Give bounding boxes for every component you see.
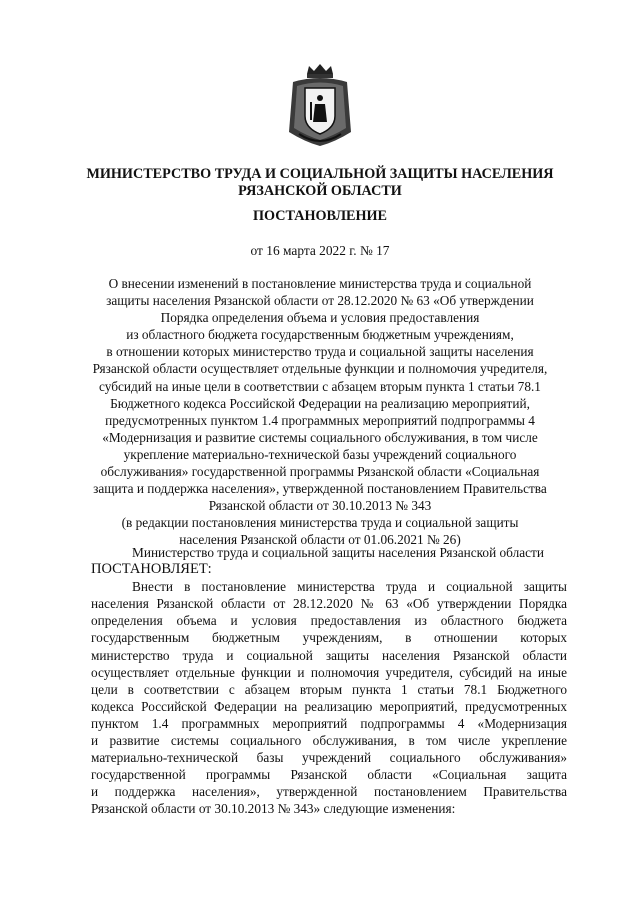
subject-line: Рязанской области от 30.10.2013 № 343 — [208, 498, 432, 514]
subject-line: предусмотренных пунктом 1.4 программных мероприятий подпрограммы 4 — [105, 412, 535, 428]
paragraph-line: цели в соответствии с абзацем вторым пункта 1 статьи 78.1 Бюджетного — [91, 681, 567, 697]
body-intro: Министерство труда и социальной защиты населения Рязанской области — [132, 545, 544, 560]
ministry-title-line-2: РЯЗАНСКОЙ ОБЛАСТИ — [238, 183, 402, 199]
subject-line: населения Рязанской области от 01.06.2021 № 26) — [179, 532, 461, 548]
paragraph-line: осуществляет отдельные функции и полномочия учредителя, субсидий на иные — [91, 664, 567, 680]
paragraph-line: министерство труда и социальной защиты населения Рязанской области — [91, 647, 567, 663]
subject-line: (в редакции постановления министерства труда и социальной защиты — [121, 515, 519, 531]
paragraph-line: Внести в постановление министерства труда и социальной защиты — [132, 579, 567, 595]
subject-line: защита и поддержка населения», утвержденной постановлением Правительства — [93, 481, 547, 497]
ministry-title — [60, 166, 580, 200]
subject-line: защиты населения Рязанской области от 28.12.2020 № 63 «Об утверждении — [106, 293, 534, 309]
subject-line: в отношении которых министерство труда и социальной защиты населения — [106, 344, 534, 360]
paragraph-line: Рязанской области от 30.10.2013 № 343» следующие изменения: — [91, 801, 456, 817]
paragraph-line: материально-технической базы учреждений социального обслуживания» — [91, 750, 567, 766]
subject-line: Порядка определения объема и условия предоставления — [160, 310, 480, 326]
subject-line: из областного бюджета государственным бюджетным учреждениям, — [126, 327, 514, 343]
subject-line: Рязанской области осуществляет отдельные функции и полномочия учредителя, — [92, 361, 548, 377]
document-date-number: от 16 марта 2022 г. № 17 — [250, 243, 390, 258]
paragraph-line: пунктом 1.4 программных мероприятий подпрограммы 4 «Модернизация — [91, 715, 567, 731]
paragraph-line: населения Рязанской области от 28.12.2020 № 63 «Об утверждении Порядка — [91, 596, 567, 612]
subject-line: О внесении изменений в постановление министерства труда и социальной — [108, 276, 532, 291]
subject-line: укрепление материально-технической базы учреждений социального — [123, 446, 517, 462]
subject-line: «Модернизация и развитие системы социального обслуживания, в том числе — [102, 429, 538, 445]
document-subject — [80, 275, 560, 549]
subject-line: обслуживания» государственной программы Рязанской области «Социальная — [100, 464, 540, 480]
postanovlyaet-heading: ПОСТАНОВЛЯЕТ: — [91, 561, 212, 578]
coat-of-arms-icon — [285, 62, 355, 148]
paragraph-line: кодекса Российской Федерации на реализацию мероприятий, предусмотренных — [91, 698, 567, 714]
subject-line: Бюджетного кодекса Российской Федерации на реализацию мероприятий, — [110, 395, 530, 411]
ministry-title-line-1: МИНИСТЕРСТВО ТРУДА И СОЦИАЛЬНОЙ ЗАЩИТЫ НАСЕЛЕНИЯ — [86, 166, 554, 182]
paragraph-line: и поддержка населения», утвержденной постановлением Правительства — [91, 784, 567, 800]
paragraph-line: государственной программы Рязанской области «Социальная защита — [91, 767, 567, 783]
document-body — [91, 544, 567, 818]
subject-line: субсидий на иные цели в соответствии с абзацем вторым пункта 1 статьи 78.1 — [99, 378, 541, 394]
paragraph-line: государственным бюджетным учреждениям, в отношении которых — [91, 630, 567, 646]
paragraph-line: определения объема и условия предоставления из областного бюджета — [91, 613, 567, 629]
paragraph-line: и развитие системы социального обслуживания, в том числе укрепление — [91, 733, 567, 749]
document-type: ПОСТАНОВЛЕНИЕ — [252, 208, 388, 224]
